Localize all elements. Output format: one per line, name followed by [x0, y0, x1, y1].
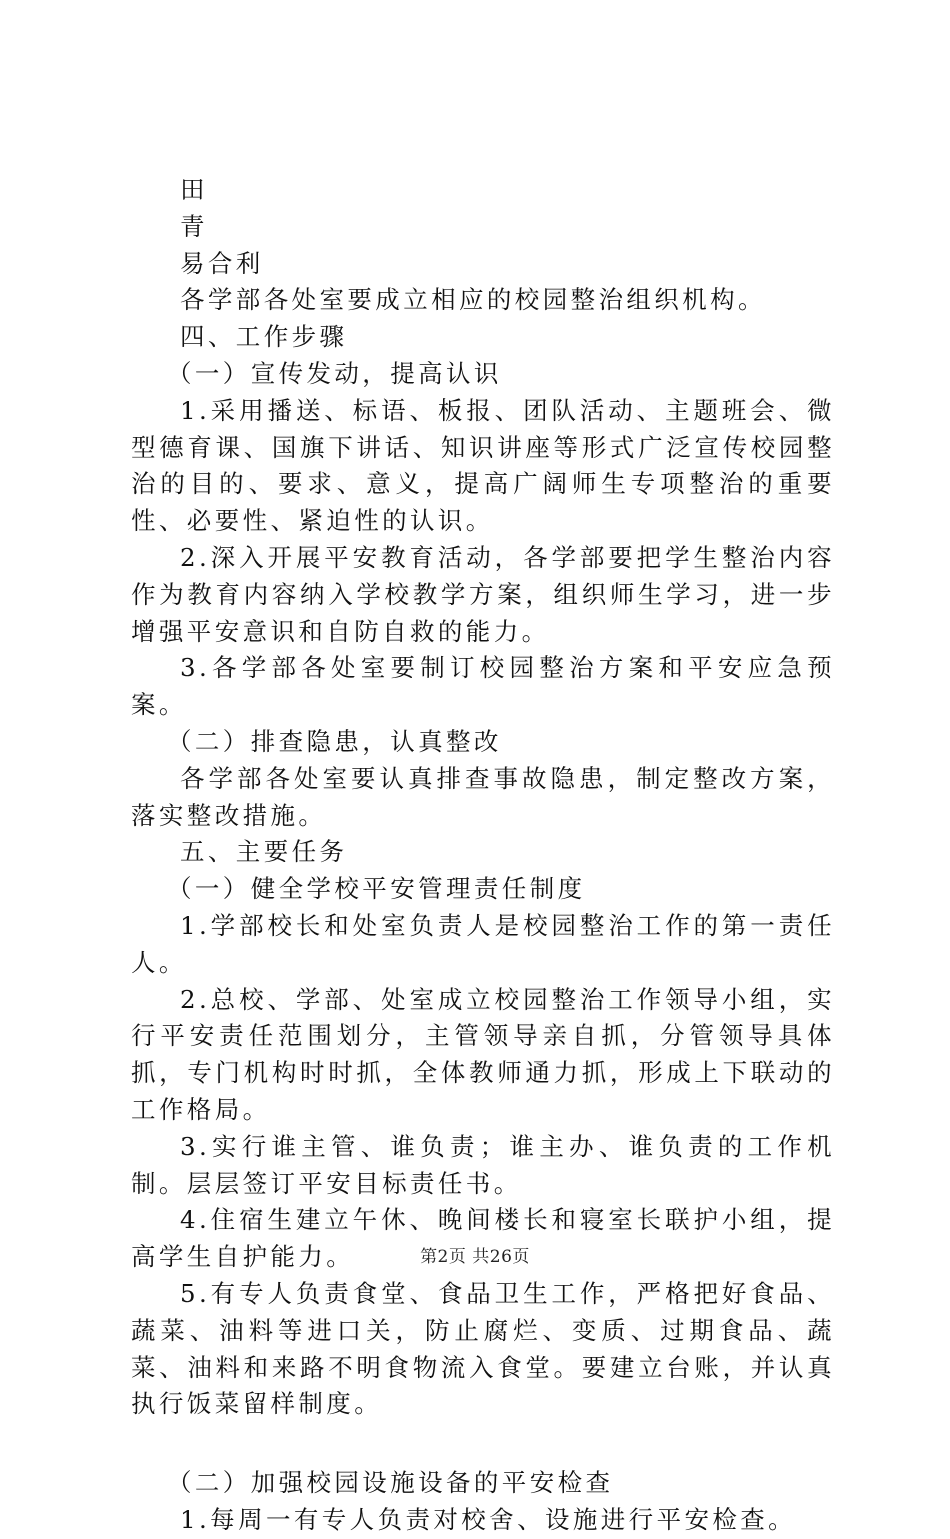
- subheading-responsibility-system: （一）健全学校平安管理责任制度: [167, 874, 586, 904]
- name-line-qing: 青: [180, 211, 208, 241]
- blank-line: [131, 1423, 835, 1465]
- subheading-facility-inspection: （二）加强校园设施设备的平安检查: [167, 1468, 614, 1498]
- document-body: [131, 172, 835, 1539]
- list-item: 4.住宿生建立午休、晚间楼长和寝室长联护小组，提高学生自护能力。: [131, 1205, 835, 1272]
- list-item: 5.有专人负责食堂、食品卫生工作，严格把好食品、蔬菜、油料等进口关，防止腐烂、变质、过期食品、蔬菜、油料和来路不明食物流入食堂。要建立台账，并认真执行饭菜留样制度。: [131, 1278, 835, 1419]
- subheading-publicity: （一）宣传发动，提高认识: [167, 358, 502, 388]
- list-item: 1.学部校长和处室负责人是校园整治工作的第一责任人。: [131, 910, 835, 977]
- section-heading-main-tasks: 五、主要任务: [180, 837, 348, 867]
- page-number-footer: 第2页 共26页: [420, 1247, 530, 1267]
- name-line-tian: 田: [180, 175, 208, 204]
- list-item: 3.各学部各处室要制订校园整治方案和平安应急预案。: [131, 653, 835, 720]
- list-item: 3.实行谁主管、谁负责；谁主办、谁负责的工作机制。层层签订平安目标责任书。: [131, 1131, 835, 1198]
- list-item: 2.总校、学部、处室成立校园整治工作领导小组，实行平安责任范围划分，主管领导亲自抓，分管领导具体抓，专门机构时时抓，全体教师通力抓，形成上下联动的工作格局。: [131, 984, 835, 1124]
- name-line-yi-heli: 易合利: [180, 248, 264, 278]
- list-item: 1.采用播送、标语、板报、团队活动、主题班会、微型德育课、国旗下讲话、知识讲座等形式广泛宣传校园整治的目的、要求、意义，提高广阔师生专项整治的重要性、必要性、紧迫性的认识。: [131, 395, 835, 536]
- paragraph-hazard-check: 各学部各处室要认真排查事故隐患，制定整改方案，落实整改措施。: [131, 763, 835, 830]
- subheading-hazard-check: （二）排查隐患，认真整改: [167, 726, 502, 756]
- list-item: 1.每周一有专人负责对校舍、设施进行平安检查。: [180, 1504, 797, 1534]
- section-heading-work-steps: 四、工作步骤: [180, 322, 348, 352]
- paragraph-organization: 各学部各处室要成立相应的校园整治组织机构。: [180, 285, 766, 315]
- list-item: 2.深入开展平安教育活动，各学部要把学生整治内容作为教育内容纳入学校教学方案，组织师生学习，进一步增强平安意识和自防自救的能力。: [131, 542, 835, 646]
